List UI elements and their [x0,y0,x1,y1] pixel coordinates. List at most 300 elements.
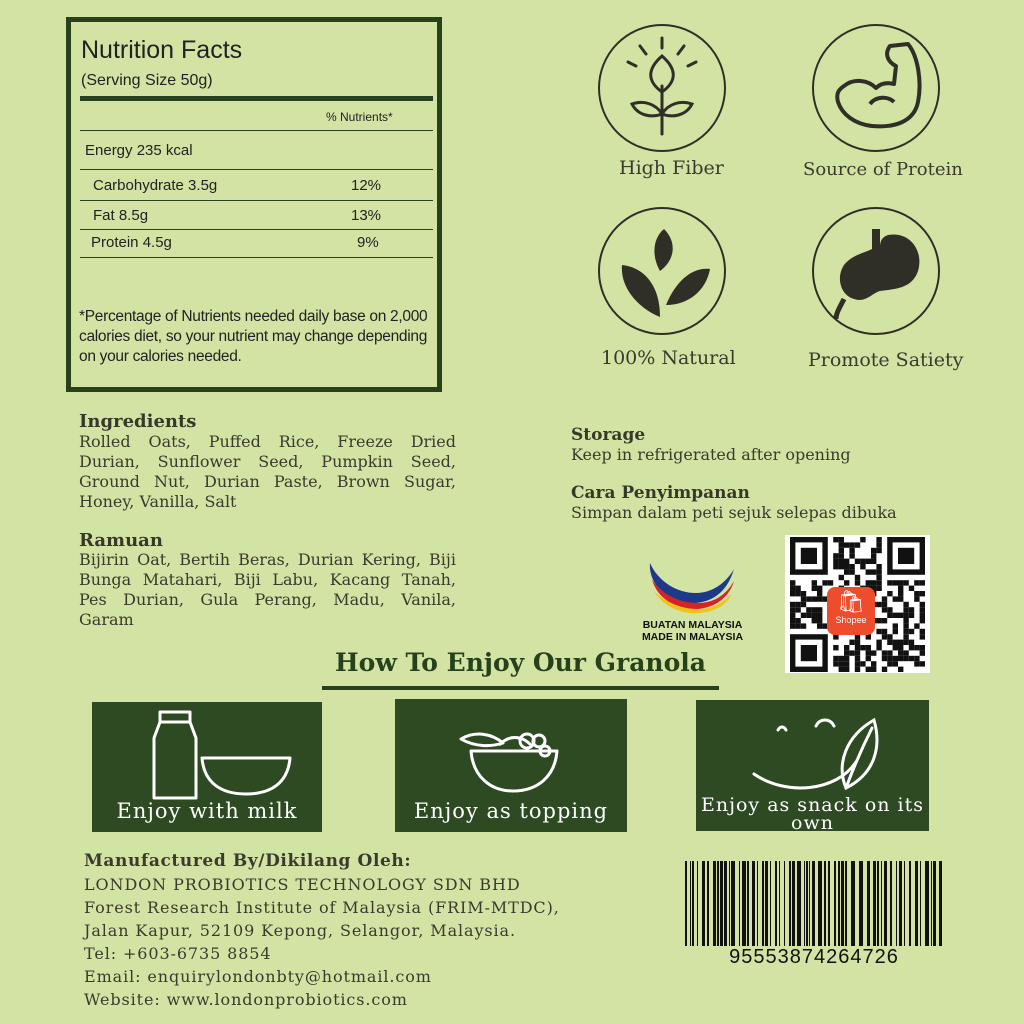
qr-module [866,634,871,639]
qr-module [801,602,806,607]
barcode-bar [697,861,698,946]
barcode-bar [779,861,780,946]
malaysia-swoosh-icon [630,555,755,617]
barcode-bar [789,861,791,946]
qr-module [812,613,817,618]
qr-module [833,661,838,666]
barcode-bar [899,861,902,946]
barcode-bar [884,861,887,946]
nutrition-divider-thick [80,96,433,101]
smile-leaf-icon [696,700,929,800]
barcode-bar [692,861,694,946]
qr-module [887,661,892,666]
storage-text-my: Simpan dalam peti sejuk selepas dibuka [571,503,897,522]
qr-module [920,645,925,650]
qr-module [790,580,795,585]
qr-module [833,634,838,639]
ramuan-heading: Ramuan [79,530,163,551]
qr-module [844,542,849,547]
made-in-line2: MADE IN MALAYSIA [641,631,744,643]
qr-module [806,596,811,601]
qr-module [898,667,903,672]
qr-module [839,667,844,672]
barcode-bar [784,861,785,946]
qr-module [849,564,854,569]
qr-module [882,650,887,655]
qr-module [844,650,849,655]
qr-module [790,591,795,596]
manufacturer-heading: Manufactured By/Dikilang Oleh: [84,851,412,871]
qr-module [914,645,919,650]
barcode-bar [920,861,921,946]
ingredients-line: Honey, Vanilla, Salt [79,492,237,511]
howto-underline [322,686,719,690]
qr-module [871,661,876,666]
qr-module [893,623,898,628]
qr-module [817,623,822,628]
barcode-bar [881,861,882,946]
qr-module [920,580,925,585]
qr-module [903,629,908,634]
leaf-sprout-icon [598,24,726,152]
qr-module [855,559,860,564]
qr-module [790,618,795,623]
barcode-bar [904,861,905,946]
qr-module [876,618,881,623]
qr-module [909,645,914,650]
nutrition-facts-panel [66,17,442,392]
barcode-bar [762,861,764,946]
qr-module [795,623,800,628]
stomach-icon [812,207,940,335]
qr-module [914,623,919,628]
serving-size: (Serving Size 50g) [81,72,213,89]
qr-module [822,580,827,585]
nutrient-row-value: 13% [351,207,382,224]
qr-module [817,607,822,612]
qr-module [855,667,860,672]
qr-module [876,564,881,569]
barcode-bar [838,861,840,946]
barcode-bar [690,861,691,946]
qr-module [866,656,871,661]
muscle-arm-icon [812,24,940,152]
barcode-bar [717,861,719,946]
barcode-bar [713,861,716,946]
qr-module [903,602,908,607]
nutrient-row-label: Carbohydrate 3.5g [93,177,218,194]
qr-module [839,575,844,580]
qr-module [920,650,925,655]
qr-module [839,656,844,661]
qr-module [860,661,865,666]
qr-module [790,586,795,591]
qr-module [876,586,881,591]
qr-module [833,553,838,558]
qr-module [866,667,871,672]
ramuan-text [79,550,456,630]
qr-module [855,575,860,580]
barcode-bar [765,861,768,946]
barcode-bar [804,861,805,946]
qr-module [817,613,822,618]
nutrition-divider [80,257,433,258]
qr-module [844,564,849,569]
qr-module [898,596,903,601]
manufacturer-address: Jalan Kapur, 52109 Kepong, Selangor, Malaysia. [84,921,516,940]
barcode-bar [809,861,810,946]
barcode-bar [834,861,836,946]
howto-panel-snack [696,700,929,834]
qr-module [882,656,887,661]
howto-caption: Enjoy with milk [116,799,298,823]
nutrient-row-value: 9% [357,234,379,251]
qr-module [887,634,892,639]
qr-module [898,586,903,591]
leaves-icon [598,207,726,335]
qr-module [839,537,844,542]
qr-module [920,602,925,607]
qr-module [893,656,898,661]
barcode-bar [925,861,929,946]
qr-module [860,559,865,564]
made-in-malaysia-logo [630,555,755,650]
badge-label: High Fiber [619,157,724,179]
qr-module [882,618,887,623]
qr-module [855,661,860,666]
qr-module [849,650,854,655]
qr-module [909,656,914,661]
ramuan-line: Bijirin Oat, Bertih Beras, Durian Kering, Biji [79,550,456,569]
qr-module [817,618,822,623]
qr-module [855,645,860,650]
shopee-label: Shopee [835,615,867,625]
qr-module [795,602,800,607]
qr-module [855,580,860,585]
qr-module [844,580,849,585]
qr-module [871,559,876,564]
qr-module [795,607,800,612]
nutrient-row-label: Protein 4.5g [91,234,172,251]
barcode-bar [702,861,705,946]
barcode-bar [729,861,730,946]
qr-module [882,634,887,639]
qr-module [898,650,903,655]
qr-module [876,645,881,650]
qr-module [844,661,849,666]
qr-module [887,580,892,585]
qr-module [806,613,811,618]
qr-module [920,629,925,634]
qr-module [812,618,817,623]
barcode-bar [752,861,755,946]
qr-module [898,613,903,618]
shopee-qr-code[interactable] [785,535,930,673]
howto-panel-topping [395,699,627,832]
qr-module [876,575,881,580]
qr-module [882,602,887,607]
nutrition-divider [80,130,433,131]
qr-module [833,656,838,661]
barcode-bar [851,861,855,946]
qr-module [871,650,876,655]
qr-module [817,586,822,591]
qr-module [914,580,919,585]
qr-module [914,656,919,661]
qr-module [812,586,817,591]
qr-module [882,607,887,612]
qr-module [920,613,925,618]
nutrition-divider [80,229,433,230]
ramuan-line: Bunga Matahari, Biji Labu, Kacang Tanah, [79,570,456,589]
qr-module [806,607,811,612]
barcode [683,861,945,946]
qr-module [855,656,860,661]
qr-module [849,640,854,645]
barcode-bar [896,861,897,946]
qr-module [795,591,800,596]
manufacturer-company: LONDON PROBIOTICS TECHNOLOGY SDN BHD [84,875,521,894]
qr-finder [801,548,817,564]
qr-finder [801,645,817,661]
qr-module [871,553,876,558]
storage-heading-my: Cara Penyimpanan [571,483,750,503]
qr-module [855,640,860,645]
qr-module [871,548,876,553]
qr-module [790,613,795,618]
qr-module [871,667,876,672]
qr-module [920,591,925,596]
barcode-bar [939,861,942,946]
nutrition-title: Nutrition Facts [81,36,243,64]
shopee-logo [827,587,875,635]
qr-module [801,613,806,618]
qr-module [844,667,849,672]
qr-module [812,596,817,601]
qr-module [903,650,908,655]
qr-module [876,629,881,634]
qr-module [893,645,898,650]
qr-module [903,607,908,612]
qr-module [898,656,903,661]
qr-module [893,613,898,618]
qr-module [860,645,865,650]
qr-module [920,607,925,612]
qr-module [914,596,919,601]
qr-module [903,580,908,585]
barcode-bar [890,861,892,946]
qr-module [812,580,817,585]
qr-module [866,559,871,564]
barcode-bar [685,861,687,946]
badge-label: Promote Satiety [808,349,964,371]
barcode-bar [720,861,723,946]
qr-module [839,661,844,666]
barcode-bar [915,861,918,946]
qr-module [833,537,838,542]
barcode-bar [877,861,879,946]
qr-module [876,602,881,607]
qr-module [882,667,887,672]
qr-module [849,569,854,574]
barcode-bar [757,861,758,946]
qr-module [839,548,844,553]
qr-module [839,564,844,569]
qr-module [903,613,908,618]
qr-module [893,629,898,634]
qr-module [866,580,871,585]
qr-module [893,596,898,601]
qr-module [790,607,795,612]
qr-module [866,650,871,655]
made-in-line1: BUATAN MALAYSIA [642,619,743,631]
qr-module [801,591,806,596]
qr-module [855,634,860,639]
qr-module [828,580,833,585]
qr-module [849,548,854,553]
nutrition-divider [80,169,433,170]
barcode-bar [824,861,826,946]
barcode-bar [806,861,808,946]
qr-module [920,634,925,639]
barcode-bar [770,861,771,946]
manufacturer-website: Website: www.londonprobiotics.com [84,990,408,1009]
barcode-bar [933,861,936,946]
barcode-bar [867,861,870,946]
nutrient-row-label: Fat 8.5g [93,207,149,224]
qr-module [898,580,903,585]
nutrition-divider [80,200,433,201]
qr-module [876,580,881,585]
qr-module [887,591,892,596]
barcode-bar [845,861,847,946]
qr-module [876,537,881,542]
qr-module [909,586,914,591]
qr-module [898,591,903,596]
ramuan-line: Garam [79,610,134,629]
barcode-number: 95553874264726 [729,946,899,968]
qr-module [882,596,887,601]
qr-module [866,645,871,650]
qr-module [876,548,881,553]
qr-module [903,656,908,661]
qr-module [790,602,795,607]
qr-module [898,640,903,645]
storage-heading: Storage [571,425,646,445]
barcode-bar [739,861,740,946]
nutrients-column-header: % Nutrients* [326,110,393,124]
barcode-bar [818,861,822,946]
qr-module [860,564,865,569]
badge-label: 100% Natural [601,347,736,369]
qr-module [839,542,844,547]
qr-module [893,661,898,666]
qr-module [903,634,908,639]
shopee-bag-icon: 🛍 [837,589,865,614]
fruit-bowl-icon [395,699,627,799]
qr-module [801,623,806,628]
qr-module [887,656,892,661]
howto-panel-milk [92,702,322,832]
qr-module [833,564,838,569]
qr-module [887,613,892,618]
qr-module [844,656,849,661]
howto-caption: Enjoy as topping [413,799,609,823]
barcode-bar [731,861,735,946]
nutrition-footnote: *Percentage of Nutrients needed daily base on 2,000 calories diet, so your nutrient may change depending on your calories needed. [79,308,428,365]
qr-module [914,591,919,596]
qr-module [909,629,914,634]
qr-module [887,650,892,655]
manufacturer-address: Forest Research Institute of Malaysia (FRIM-MTDC), [84,898,560,917]
ramuan-line: Pes Durian, Gula Perang, Madu, Vanila, [79,590,456,609]
qr-module [855,650,860,655]
barcode-bar [792,861,795,946]
ingredients-line: Rolled Oats, Puffed Rice, Freeze Dried [79,432,456,451]
qr-module [893,580,898,585]
qr-module [839,559,844,564]
nutrient-row-value: 12% [351,177,382,194]
qr-module [909,640,914,645]
manufacturer-email: Email: enquirylondonbty@hotmail.com [84,967,432,986]
barcode-bar [873,861,876,946]
qr-module [855,542,860,547]
barcode-bar [797,861,801,946]
qr-module [887,607,892,612]
barcode-bar [724,861,727,946]
qr-module [844,569,849,574]
qr-module [795,618,800,623]
howto-caption: Enjoy as snack on its own [700,794,924,834]
qr-module [817,596,822,601]
barcode-bar [859,861,863,946]
barcode-bar [841,861,844,946]
ingredients-heading: Ingredients [79,411,197,432]
qr-module [801,596,806,601]
qr-module [909,607,914,612]
qr-module [833,559,838,564]
qr-module [866,569,871,574]
barcode-bar [747,861,749,946]
qr-module [909,613,914,618]
qr-module [882,629,887,634]
barcode-bar [775,861,777,946]
qr-module [903,640,908,645]
energy-row: Energy 235 kcal [85,142,193,159]
qr-module [876,640,881,645]
barcode-bar [931,861,932,946]
qr-module [844,559,849,564]
milk-bottle-bowl-icon [92,702,322,802]
qr-module [903,623,908,628]
badge-label: Source of Protein [803,159,963,180]
barcode-bar [909,861,911,946]
qr-module [871,569,876,574]
storage-text: Keep in refrigerated after opening [571,445,851,464]
qr-module [893,640,898,645]
qr-module [898,645,903,650]
qr-module [812,607,817,612]
qr-module [860,537,865,542]
qr-module [903,618,908,623]
barcode-bar [742,861,746,946]
barcode-bar [707,861,709,946]
howto-title: How To Enjoy Our Granola [335,648,706,677]
qr-module [833,645,838,650]
qr-finder [898,548,914,564]
qr-module [871,580,876,585]
barcode-bar [828,861,830,946]
